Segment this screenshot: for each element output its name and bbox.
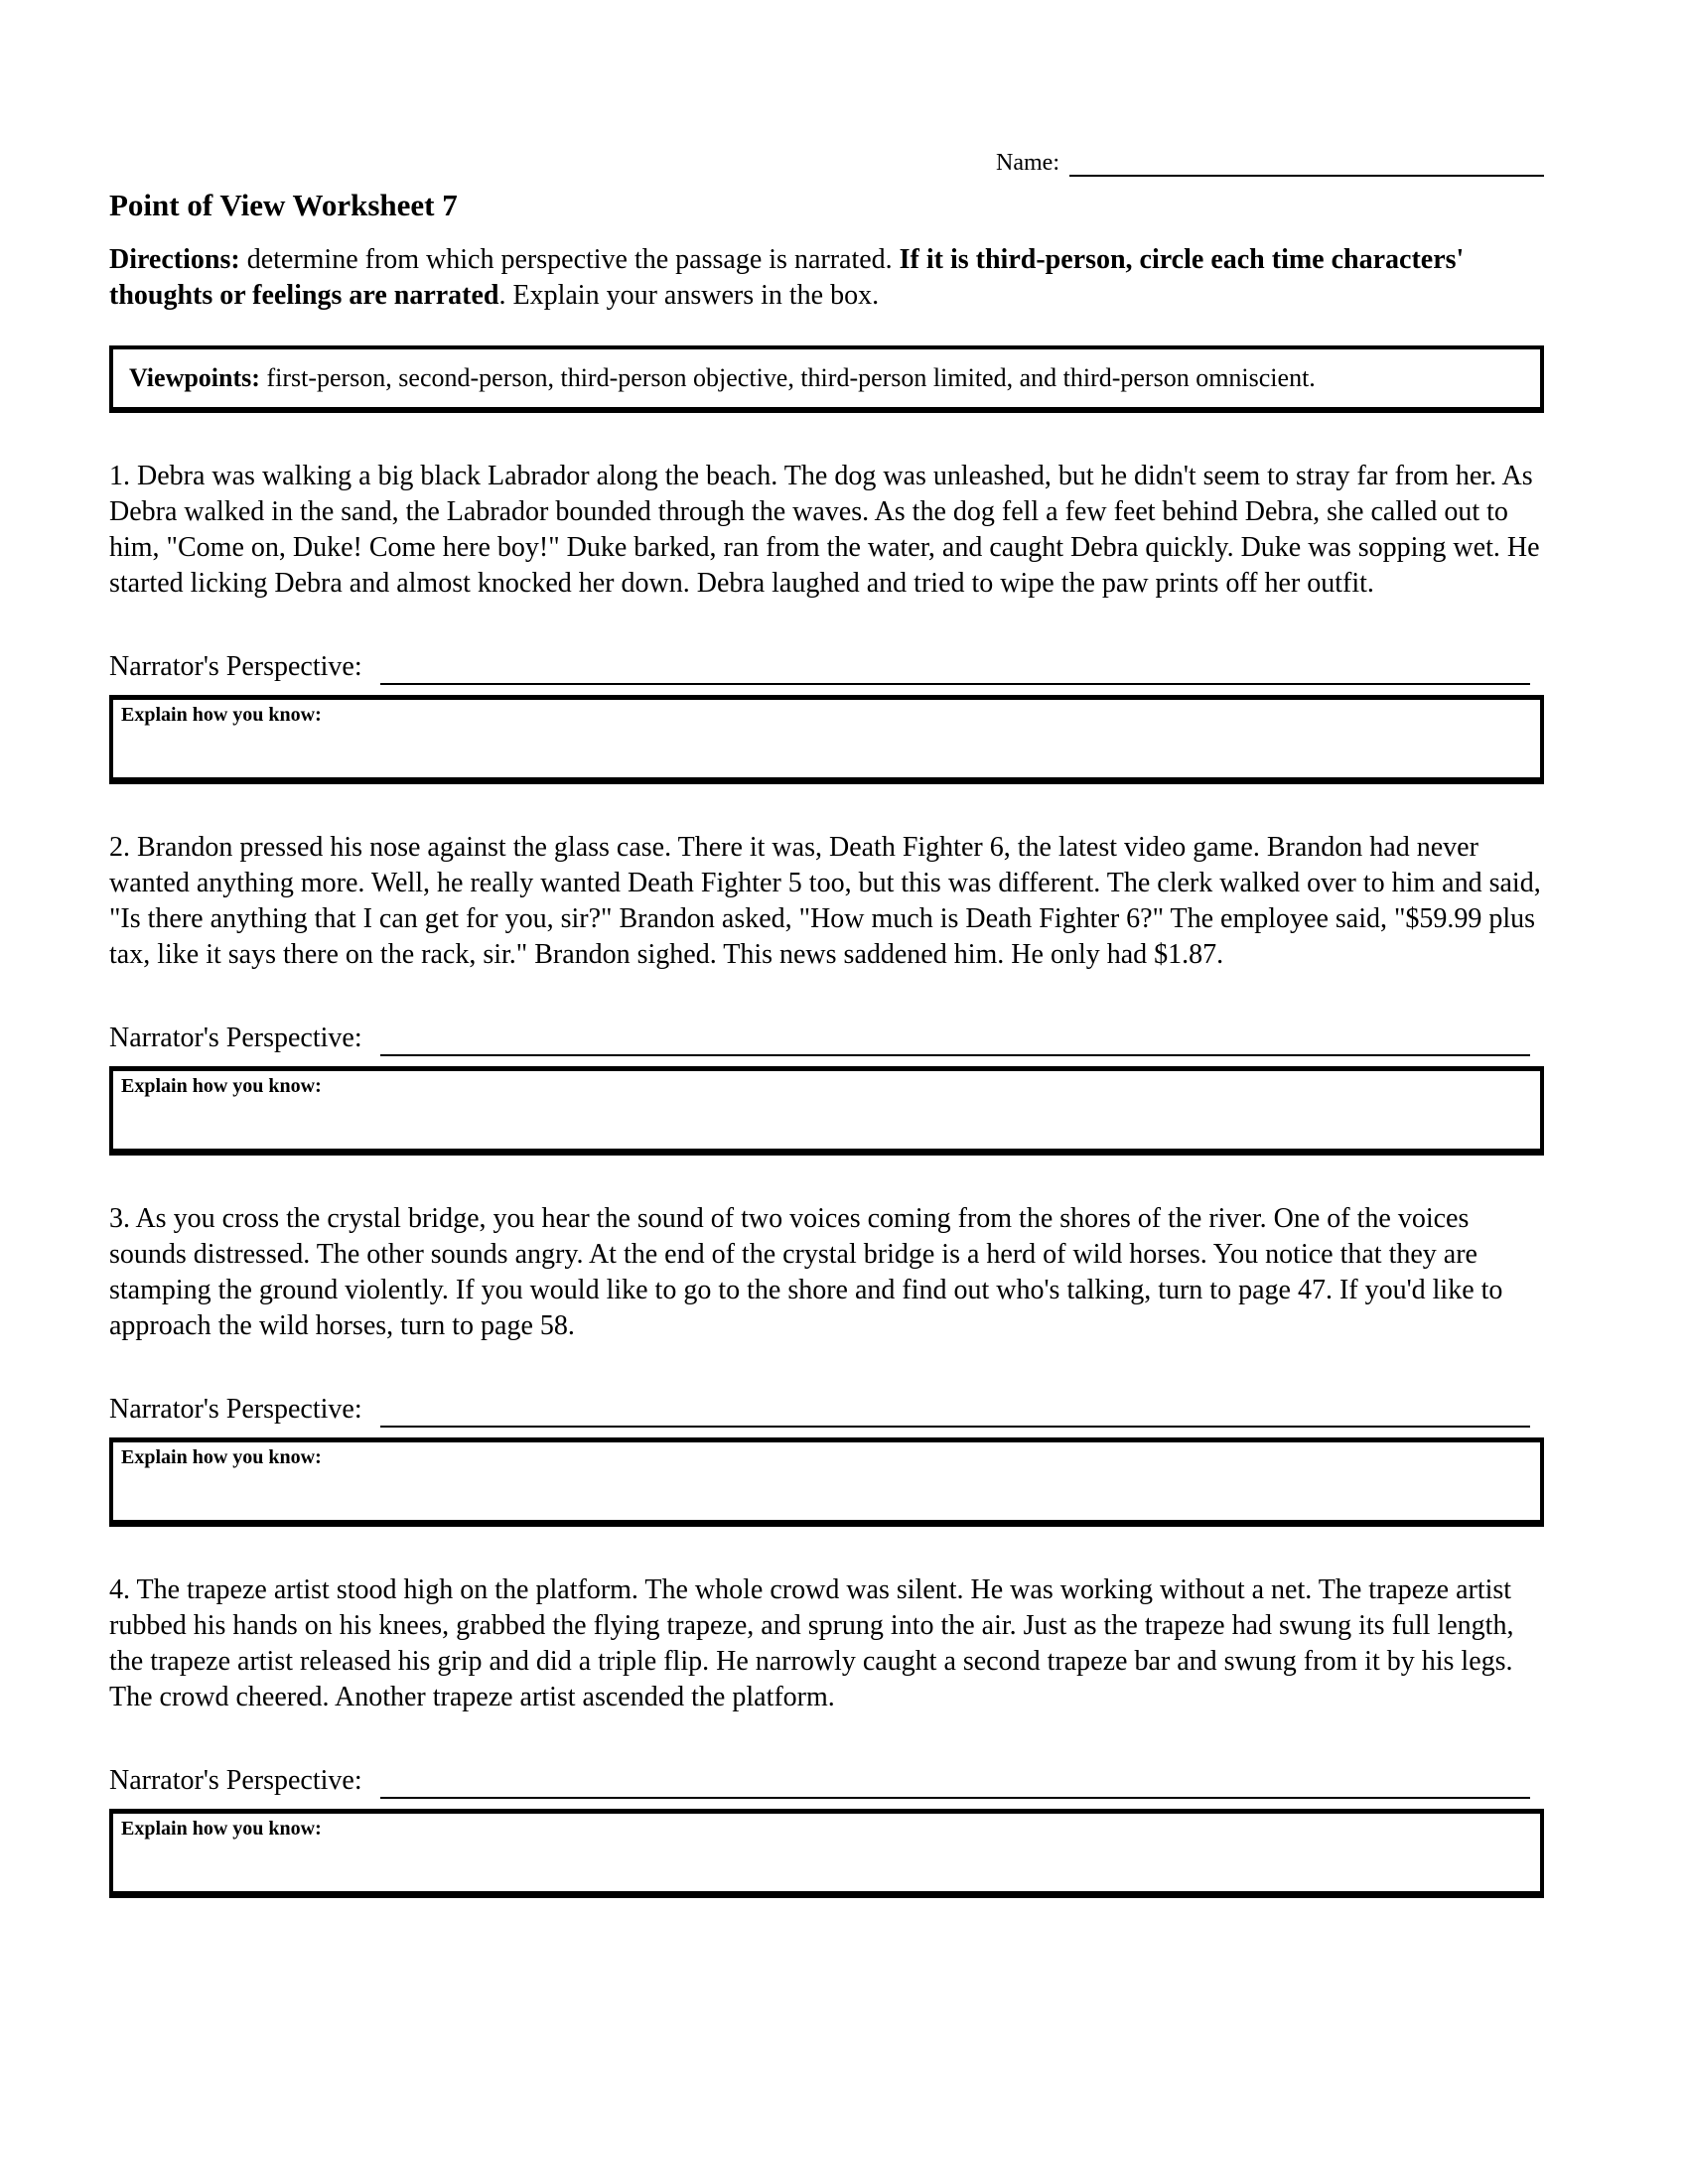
directions-end-text: . Explain your answers in the box. xyxy=(498,280,880,311)
narrator-perspective-label-3: Narrator's Perspective: xyxy=(109,1394,362,1425)
name-row xyxy=(109,147,1544,177)
question-3 xyxy=(109,1201,1544,1527)
narrator-answer-line-4[interactable] xyxy=(380,1767,1530,1799)
passage-3-text: 3. As you cross the crystal bridge, you hear the sound of two voices coming from the shores of the river. One of the voices sounds distressed. The other sounds angry. At the end of the crystal bridge is a herd of wild horses. You notice that they are stamping the ground violently. If you would like to go to the shore and find out who's talking, turn to page 47. If you'd like to approach the wild horses, turn to page 58. xyxy=(109,1203,1503,1341)
narrator-row-1 xyxy=(109,647,1544,685)
viewpoints-label: Viewpoints: xyxy=(129,363,260,392)
narrator-row-2 xyxy=(109,1019,1544,1056)
narrator-perspective-label-2: Narrator's Perspective: xyxy=(109,1023,362,1053)
passage-4-text: 4. The trapeze artist stood high on the platform. The whole crowd was silent. He was working without a net. The trapeze artist rubbed his hands on his knees, grabbed the flying trapeze, and sprung into the air. Just as the trapeze had swung its full length, the trapeze artist released his grip and did a triple flip. He narrowly caught a second trapeze bar and swung from it by his legs. The crowd cheered. Another trapeze artist ascended the platform. xyxy=(109,1574,1514,1712)
question-4 xyxy=(109,1572,1544,1898)
question-1 xyxy=(109,459,1544,784)
directions-paragraph xyxy=(109,242,1544,314)
narrator-row-4 xyxy=(109,1761,1544,1799)
question-2 xyxy=(109,830,1544,1156)
explain-box-1[interactable] xyxy=(109,695,1544,784)
explain-box-2[interactable] xyxy=(109,1066,1544,1156)
explain-label-2: Explain how you know: xyxy=(121,1075,322,1097)
explain-box-4[interactable] xyxy=(109,1809,1544,1898)
name-answer-line[interactable] xyxy=(1069,149,1544,177)
page-title: Point of View Worksheet 7 xyxy=(109,188,458,222)
narrator-perspective-label-1: Narrator's Perspective: xyxy=(109,651,362,682)
narrator-perspective-label-4: Narrator's Perspective: xyxy=(109,1765,362,1796)
explain-label-3: Explain how you know: xyxy=(121,1446,322,1468)
directions-bold-text: If it is third-person, circle each time characters' thoughts or feelings are narrated xyxy=(109,244,1465,311)
narrator-answer-line-2[interactable] xyxy=(380,1024,1530,1056)
explain-label-4: Explain how you know: xyxy=(121,1818,322,1840)
passage-1-text: 1. Debra was walking a big black Labrador along the beach. The dog was unleashed, but he didn't seem to stray far from her. As Debra walked in the sand, the Labrador bounded through the waves. As the dog fell a few feet behind Debra, she called out to him, "Come on, Duke! Come here boy!" Duke barked, ran from the water, and caught Debra quickly. Duke was sopping wet. He started licking Debra and almost knocked her down. Debra laughed and tried to wipe the paw prints off her outfit. xyxy=(109,461,1540,599)
viewpoints-list: first-person, second-person, third-person objective, third-person limited, and third-person omniscient. xyxy=(259,363,1316,392)
narrator-row-3 xyxy=(109,1390,1544,1428)
directions-label: Directions: xyxy=(109,244,240,275)
explain-label-1: Explain how you know: xyxy=(121,704,322,726)
directions-text: determine from which perspective the passage is narrated. xyxy=(239,244,900,275)
narrator-answer-line-1[interactable] xyxy=(380,653,1530,685)
viewpoints-box xyxy=(109,345,1544,413)
explain-box-3[interactable] xyxy=(109,1437,1544,1527)
name-label: Name: xyxy=(996,150,1059,176)
passage-2-text: 2. Brandon pressed his nose against the glass case. There it was, Death Fighter 6, the latest video game. Brandon had never wanted anything more. Well, he really wanted Death Fighter 5 too, but this was different. The clerk walked over to him and said, "Is there anything that I can get for you, sir?" Brandon asked, "How much is Death Fighter 6?" The employee said, "$59.99 plus tax, like it says there on the rack, sir." Brandon sighed. This news saddened him. He only had $1.87. xyxy=(109,832,1541,970)
narrator-answer-line-3[interactable] xyxy=(380,1396,1530,1428)
